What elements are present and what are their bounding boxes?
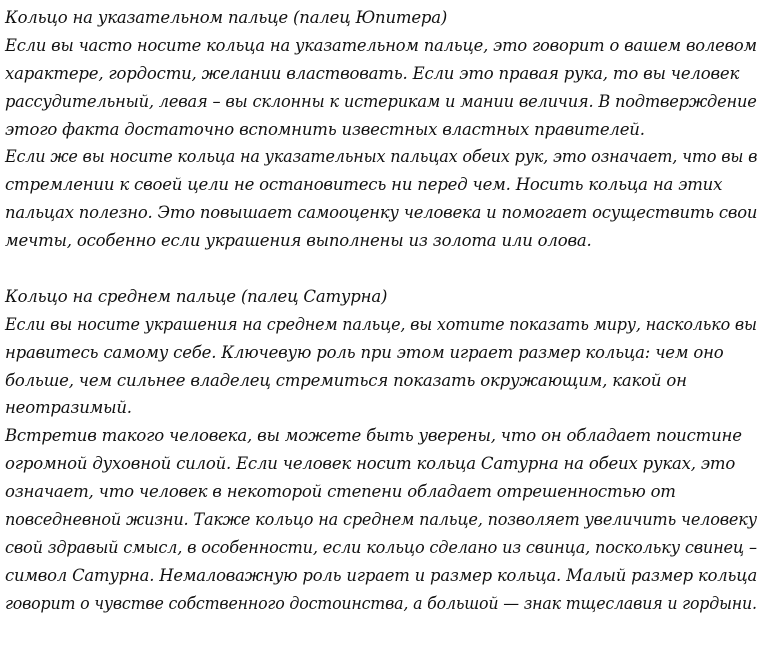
text-line: нравитесь самому себе. Ключевую роль при этом играет размер кольца: чем оно (5, 342, 724, 362)
text-line: символ Сатурна. Немаловажную роль играет и размер кольца. Малый размер кольца (5, 565, 758, 585)
text-line: этого факта достаточно вспомнить известных властных правителей. (5, 119, 645, 139)
text-line: Встретив такого человека, вы можете быть уверены, что он обладает поистине (5, 426, 742, 446)
text-line: означает, что человек в некоторой степени обладает отрешенностью от (5, 482, 676, 502)
text-line: неотразимый. (5, 398, 132, 418)
text-line: Если вы носите украшения на среднем пальце, вы хотите показать миру, насколько вы (5, 314, 757, 334)
text-line: рассудительный, левая – вы склонны к истерикам и мании величия. В подтверждение (5, 91, 757, 111)
text-line: Если же вы носите кольца на указательных пальцах обеих рук, это означает, что вы в (5, 147, 758, 167)
text-line: свой здравый смысл, в особенности, если кольцо сделано из свинца, поскольку свинец – (5, 537, 757, 557)
section-jupiter-ring (5, 4, 757, 255)
document-text (5, 4, 757, 618)
text-line: мечты, особенно если украшения выполнены из золота или олова. (5, 231, 592, 251)
section-saturn-ring (5, 283, 757, 618)
text-line: повседневной жизни. Также кольцо на среднем пальце, позволяет увеличить человеку (5, 510, 757, 530)
text-line: характере, гордости, желании властвовать. Если это правая рука, то вы человек (5, 63, 740, 83)
text-line: стремлении к своей цели не остановитесь ни перед чем. Носить кольца на этих (5, 175, 723, 195)
text-line: пальцах полезно. Это повышает самооценку человека и помогает осуществить свои (5, 203, 758, 223)
text-line: Если вы часто носите кольца на указательном пальце, это говорит о вашем волевом (5, 35, 757, 55)
text-line: говорит о чувстве собственного достоинства, а большой — знак тщеславия и гордыни. (5, 593, 757, 613)
text-line: больше, чем сильнее владелец стремиться показать окружающим, какой он (5, 370, 687, 390)
text-line: огромной духовной силой. Если человек носит кольца Сатурна на обеих руках, это (5, 454, 736, 474)
section-title: Кольцо на среднем пальце (палец Сатурна) (5, 286, 388, 306)
paragraph-spacer (5, 255, 757, 283)
section-title: Кольцо на указательном пальце (палец Юпитера) (5, 8, 448, 27)
